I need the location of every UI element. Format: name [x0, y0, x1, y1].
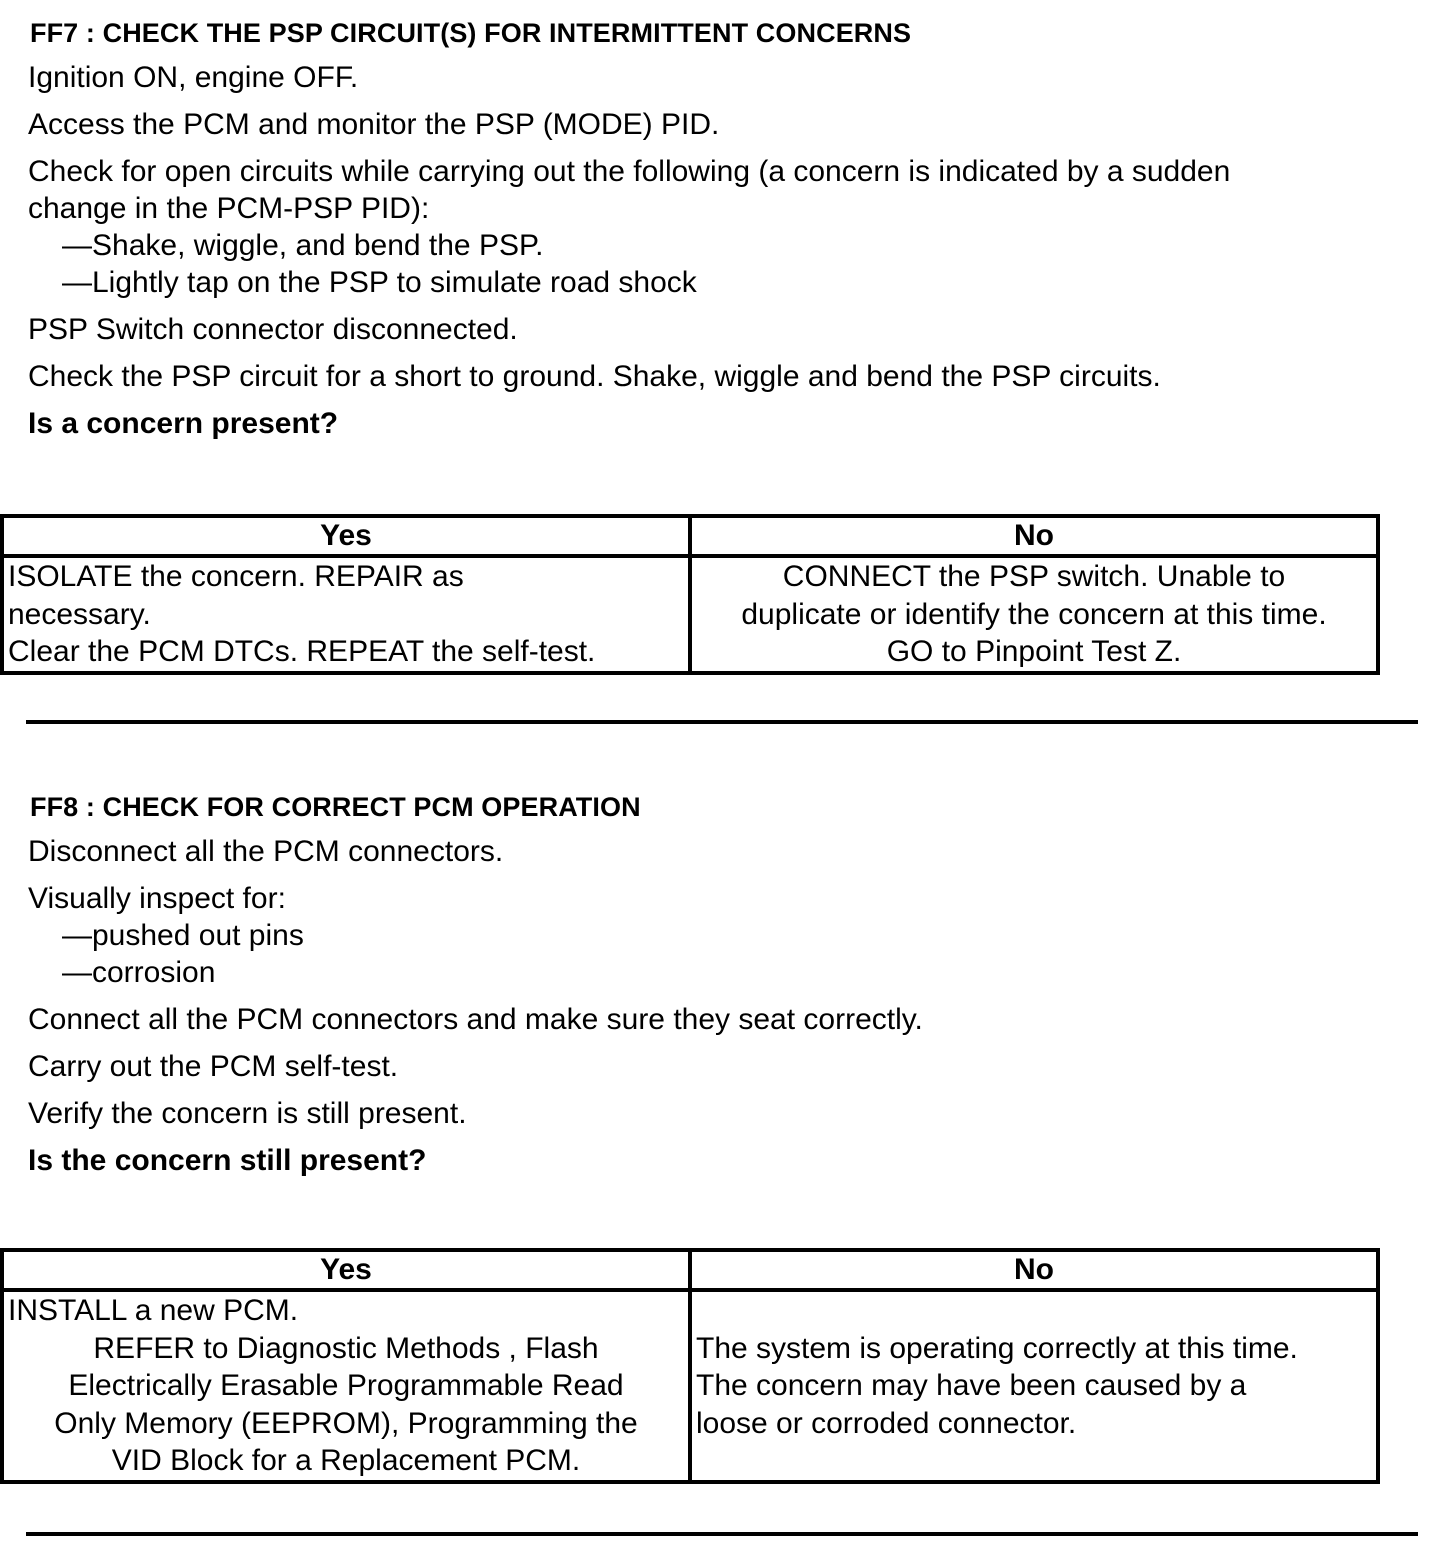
- yes-header: Yes: [2, 1250, 690, 1290]
- step-block: [28, 880, 1420, 991]
- no-cell: [690, 1290, 1378, 1482]
- yes-line: Only Memory (EEPROM), Programming the: [54, 1406, 638, 1440]
- question-text: Is a concern present?: [28, 407, 339, 440]
- yes-line: necessary.: [8, 597, 151, 631]
- step-text: Connect all the PCM connectors and make sure they seat correctly.: [28, 1003, 923, 1036]
- yes-line: Electrically Erasable Programmable Read: [68, 1369, 624, 1402]
- section-divider: [26, 1532, 1418, 1536]
- no-line: duplicate or identify the concern at this time.: [741, 597, 1327, 631]
- section-ff7: [28, 18, 1420, 442]
- step-text: Disconnect all the PCM connectors.: [28, 835, 504, 868]
- step-text: Check for open circuits while carrying out the following (a concern is indicated by a sudden: [28, 155, 1231, 188]
- no-header: No: [690, 1250, 1378, 1290]
- yes-no-table-ff7: [0, 514, 1380, 675]
- section-ff8: [28, 792, 1420, 1179]
- step-text: Verify the concern is still present.: [28, 1097, 467, 1130]
- substep-text: —corrosion: [62, 956, 216, 989]
- step-text: change in the PCM-PSP PID):: [28, 192, 430, 225]
- substep-text: —pushed out pins: [62, 919, 304, 952]
- step-text: PSP Switch connector disconnected.: [28, 313, 518, 346]
- yes-line: INSTALL a new PCM.: [8, 1294, 299, 1327]
- yes-line: Clear the PCM DTCs. REPEAT the self-test.: [8, 635, 596, 668]
- question-text: Is the concern still present?: [28, 1144, 427, 1177]
- yes-cell: [2, 1290, 690, 1482]
- substep-text: —Lightly tap on the PSP to simulate road shock: [62, 266, 697, 299]
- no-cell: [690, 556, 1378, 673]
- section-title: FF8 : CHECK FOR CORRECT PCM OPERATION: [30, 792, 641, 822]
- yes-no-table-ff8: [0, 1248, 1380, 1484]
- substep-text: —Shake, wiggle, and bend the PSP.: [62, 229, 544, 262]
- yes-line: REFER to Diagnostic Methods , Flash: [93, 1331, 599, 1365]
- no-line: GO to Pinpoint Test Z.: [886, 635, 1182, 668]
- no-line: loose or corroded connector.: [696, 1406, 1077, 1440]
- step-text: Visually inspect for:: [28, 882, 286, 915]
- no-line: The concern may have been caused by a: [696, 1369, 1247, 1402]
- step-text: Carry out the PCM self-test.: [28, 1050, 399, 1083]
- step-text: Access the PCM and monitor the PSP (MODE) PID.: [28, 108, 720, 141]
- step-text: Check the PSP circuit for a short to ground. Shake, wiggle and bend the PSP circuits.: [28, 360, 1161, 393]
- no-line: CONNECT the PSP switch. Unable to: [782, 560, 1286, 593]
- section-title: FF7 : CHECK THE PSP CIRCUIT(S) FOR INTERMITTENT CONCERNS: [30, 18, 912, 48]
- no-header: No: [690, 516, 1378, 556]
- yes-line: VID Block for a Replacement PCM.: [111, 1444, 581, 1477]
- no-line: The system is operating correctly at this time.: [696, 1331, 1298, 1365]
- yes-cell: [2, 556, 690, 673]
- yes-header: Yes: [2, 516, 690, 556]
- step-block: [28, 153, 1420, 301]
- section-divider: [26, 720, 1418, 724]
- yes-line: ISOLATE the concern. REPAIR as: [8, 560, 464, 593]
- step-text: Ignition ON, engine OFF.: [28, 61, 359, 94]
